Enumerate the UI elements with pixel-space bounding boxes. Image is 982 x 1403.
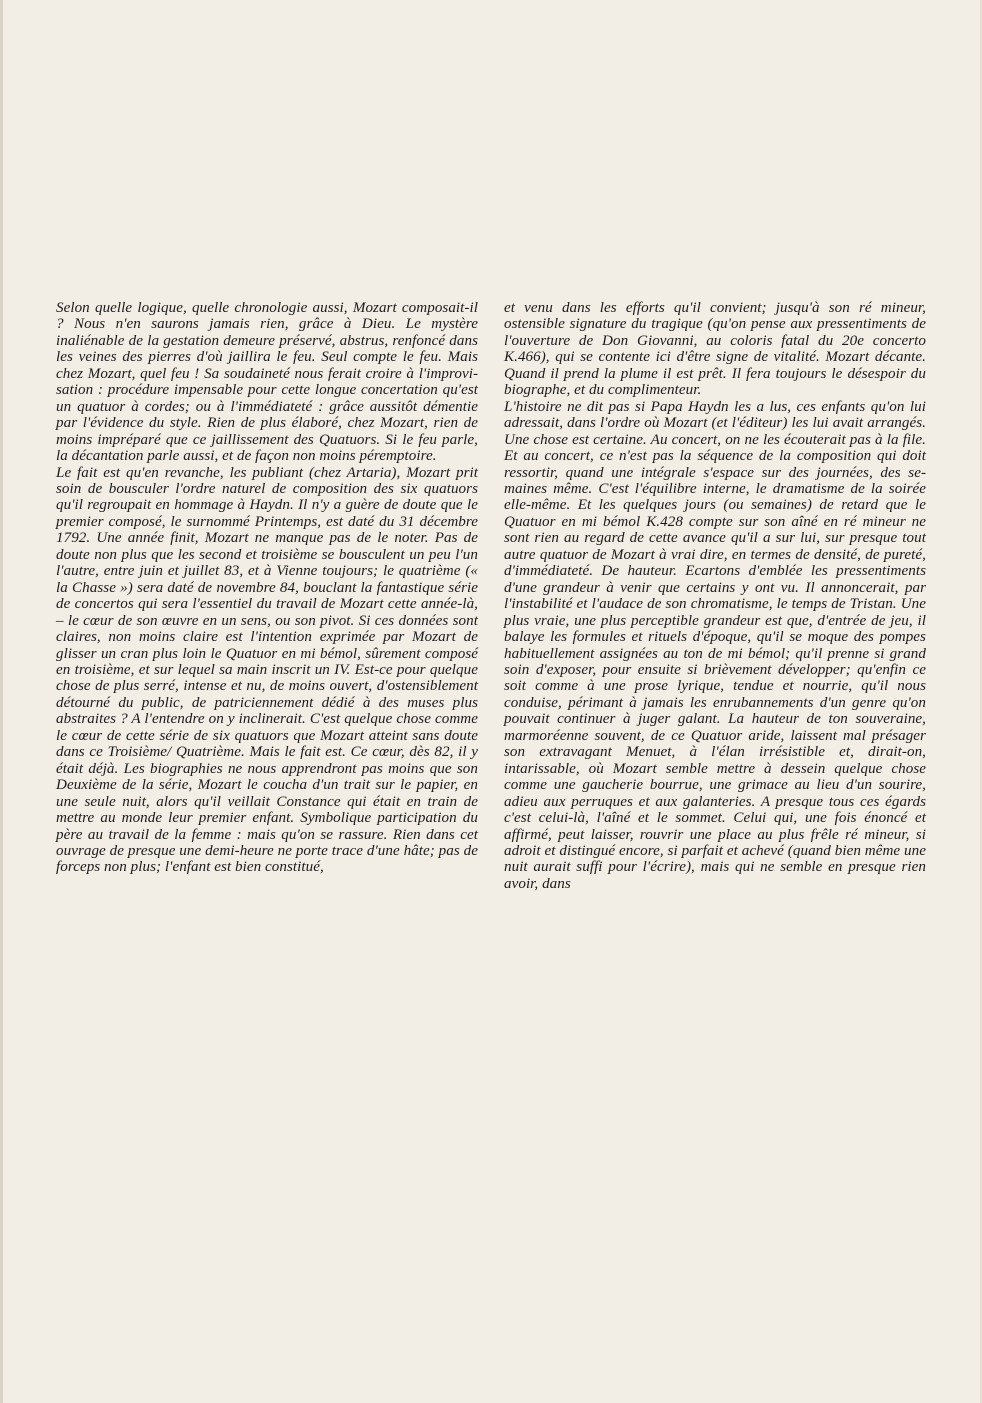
right-column <box>504 300 926 892</box>
paragraph-logic-chronology: Selon quelle logique, quelle chronologie aussi, Mozart composait-il ? Nous n'en saurons jamais rien, grâce à Dieu. Le mystère inaliénable de la gestation demeure préservé, abstrus, renfoncé dans les veines des pierres d'où jaillira le feu. Seul compte le feu. Mais chez Mozart, quel feu ! Sa soudaineté nous ferait croire à l'improvisation : procédure impensable pour cette longue concertation qu'est un quatuor à cordes; ou à l'immédiateté : grâce aussitôt démentie par l'évidence du style. Rien de plus élaboré, chez Mozart, rien de moins impréparé que ce jaillissement des Quatuors. Si le feu parle, la décantation parle aussi, et de façon non moins péremptoire. <box>56 300 478 465</box>
paragraph-publication-order: Le fait est qu'en revanche, les publiant (chez Artaria), Mozart prit soin de bousculer l'ordre naturel de composition des six quatuors qu'il regroupait en hommage à Haydn. Il n'y a guère de doute que le premier composé, le surnommé Printemps, est daté du 31 décembre 1792. Une année finit, Mozart ne manque pas de le noter. Pas de doute non plus que les second et troisième se bousculent un peu l'un l'autre, entre juin et juillet 83, et à Vienne toujours; le quatrième (« la Chasse ») sera daté de novembre 84, bouclant la fantastique série de concertos qui sera l'essentiel du travail de Mozart cette année-là, – le cœur de son œuvre en un sens, ou son pivot. Si ces données sont claires, non moins claire est l'intention exprimée par Mozart de glisser un cran plus loin le Quatuor en mi bémol, sûrement composé en troisième, et sur lequel sa main inscrit un IV. Est-ce pour quelque chose de plus serré, intense et nu, de moins ouvert, d'ostensiblement détourné du public, de patriciennement dédié à des muses plus abstraites ? A l'entendre on y inclinerait. C'est quelque chose comme le cœur de cette série de six quatuors que Mozart atteint sans doute dans ce Troisième/ Quatrième. Mais le fait est. Ce cœur, dès 82, il y était déjà. Les biographies ne nous apprendront pas moins que son Deuxième de la série, Mozart le coucha d'un trait sur le papier, en une seule nuit, alors qu'il veillait Constance qui était en train de mettre au monde leur premier enfant. Symbolique participation du père au travail de la femme : mais qu'on se rassure. Rien dans cet ouvrage de presque une demi-heure ne porte trace d'une hâte; pas de forceps non plus; l'enfant est bien constitué, <box>56 464 478 876</box>
left-column <box>56 300 478 876</box>
paragraph-re-mineur: et venu dans les efforts qu'il convient; jusqu'à son ré mineur, ostensible signature du tragique (qu'on pense aux pressentiments de l'ouverture de Don Giovanni, au coloris fatal du 20e concerto K.466), qui se contente ici d'être signe de vitalité. Mozart décante. Quand il prend la plume il est prêt. Il fera toujours le désespoir du biographe, et du complimenteur. <box>504 300 926 399</box>
paragraph-haydn-concert: L'histoire ne dit pas si Papa Haydn les a lus, ces enfants qu'on lui adressait, dans l'ordre où Mozart (et l'éditeur) les lui avait arrangés. Une chose est certaine. Au concert, on ne les écouterait pas à la file. Et au concert, ce n'est pas la séquence de la composition qui doit ressortir, quand une intégrale s'espace sur des journées, des semaines même. C'est l'équilibre interne, le dramatisme de la soirée elle-même. Et les quelques jours (ou semaines) de retard que le Quatuor en mi bémol K.428 compte sur son aîné en ré mineur ne sont rien au regard de cette avance qu'il a sur lui, sur presque tout autre quatuor de Mozart à vrai dire, en termes de densité, de pureté, d'immédiateté. De hauteur. Ecartons d'emblée les pressentiments d'une grandeur à venir que certains y ont vu. Il annoncerait, par l'instabilité et l'audace de son chromatisme, le temps de Tristan. Une plus vraie, une plus perceptible grandeur est que, d'entrée de jeu, il balaye les formules et rituels d'époque, qu'il se moque des pompes habituellement assignées au ton de mi bémol; qu'il prenne si grand soin d'exposer, pour ensuite si brièvement développer; qu'enfin ce soit comme à une prose lyrique, tendue et nourrie, qu'il nous conduise, périmant à jamais les enrubannements d'un genre qu'on pouvait continuer à juger galant. La hauteur de ton souveraine, marmoréenne souvent, de ce Quatuor aride, laissent mal présager son extravagant Menuet, à l'élan irrésistible et, dirait-on, intarissable, où Mozart semble mettre à dessein quelque chose comme une gaucherie bourrue, une grimace au lieu d'un sourire, adieu aux perruques et aux galanteries. A presque tous ces égards c'est celui-là, l'aîné et le sommet. Celui qui, une fois énoncé et affirmé, peut laisser, rouvrir une place au plus frêle ré mineur, si adroit et distingué encore, si parfait et achevé (quand bien même une nuit aurait suffi pour l'écrire), mais qui ne semble en presque rien avoir, dans <box>504 398 926 892</box>
